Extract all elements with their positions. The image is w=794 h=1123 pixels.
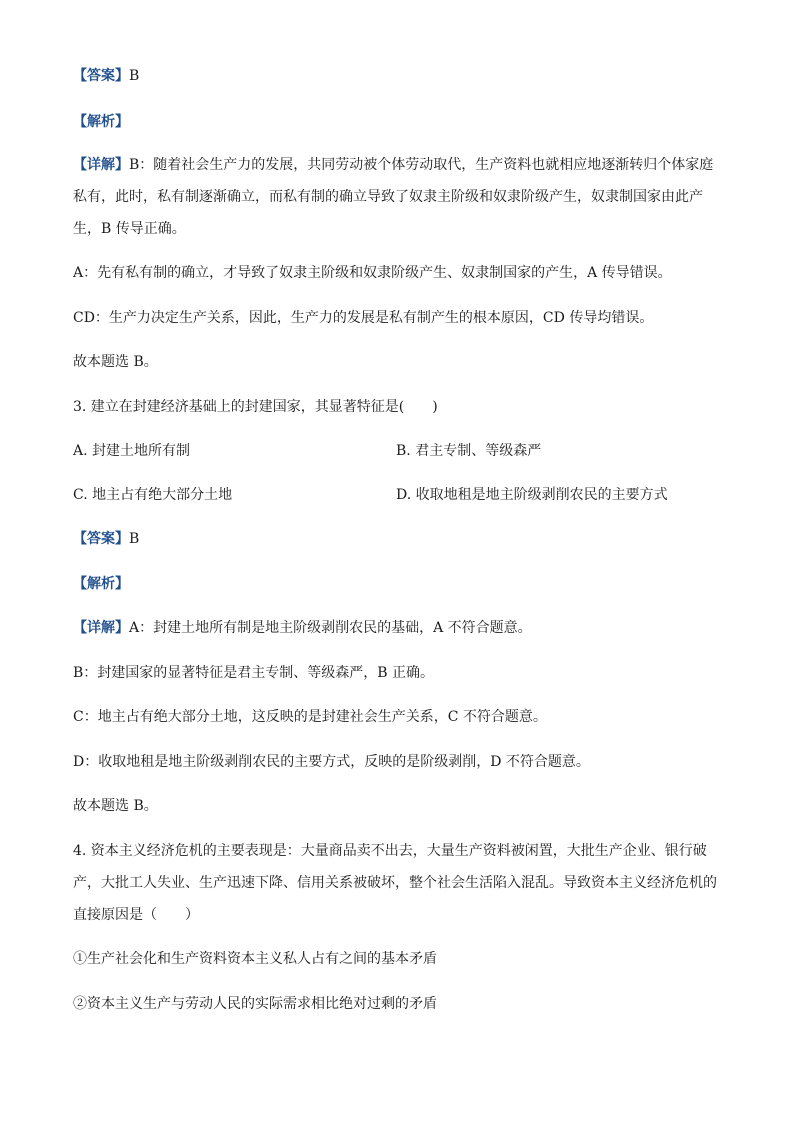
- q3-analysis-heading: [73, 574, 129, 594]
- q3-option-d: D. 收取地租是地主阶级剥削农民的主要方式: [396, 487, 668, 503]
- q3-option-a: A. 封建土地所有制: [73, 443, 191, 459]
- detail-label: 【详解】: [73, 157, 129, 173]
- q2-detail-line-2: 私有，此时，私有制逐渐确立，而私有制的确立导致了奴隶主阶级和奴隶阶级产生，奴隶制国家由此产: [73, 189, 703, 205]
- q3-conclusion: 故本题选 B。: [73, 798, 158, 814]
- q2-conclusion: 故本题选 B。: [73, 354, 158, 370]
- q4-stem-line-2: 产，大批工人失业、生产迅速下降、信用关系被破坏，整个社会生活陷入混乱。导致资本主义经济危机的: [73, 875, 717, 891]
- detail-label: 【详解】: [73, 620, 129, 636]
- q3-detail-a: [73, 618, 532, 638]
- q2-answer: [73, 66, 139, 86]
- q2-analysis-heading: [73, 112, 129, 132]
- answer-label: 【答案】: [73, 68, 129, 84]
- q3-option-c: C. 地主占有绝大部分土地: [73, 487, 233, 503]
- q2-detail-line-3: 生，B 传导正确。: [73, 221, 186, 237]
- q3-option-b: B. 君主专制、等级森严: [396, 443, 542, 459]
- q2-detail-line-1: [73, 155, 713, 175]
- q3-line-c: C：地主占有绝大部分土地，这反映的是封建社会生产关系，C 不符合题意。: [73, 709, 547, 725]
- q3-stem: 3. 建立在封建经济基础上的封建国家，其显著特征是( ): [73, 399, 438, 415]
- analysis-label: 【解析】: [73, 576, 129, 592]
- q3-answer: [73, 529, 139, 549]
- q4-stem-line-3: 直接原因是（ ）: [73, 907, 199, 923]
- q2-line-cd: CD：生产力决定生产关系，因此，生产力的发展是私有制产生的根本原因，CD 传导均错误。: [73, 310, 654, 326]
- answer-label: 【答案】: [73, 531, 129, 547]
- q4-item-1: ①生产社会化和生产资料资本主义私人占有之间的基本矛盾: [73, 951, 437, 967]
- q3-line-b: B：封建国家的显著特征是君主专制、等级森严，B 正确。: [73, 665, 435, 681]
- q4-item-2: ②资本主义生产与劳动人民的实际需求相比绝对过剩的矛盾: [73, 996, 437, 1012]
- q2-line-a: A：先有私有制的确立，才导致了奴隶主阶级和奴隶阶级产生、奴隶制国家的产生，A 传导错误。: [73, 265, 672, 281]
- analysis-label: 【解析】: [73, 114, 129, 130]
- answer-value: B: [129, 68, 140, 84]
- detail-text: A：封建土地所有制是地主阶级剥削农民的基础，A 不符合题意。: [129, 620, 532, 636]
- answer-value: B: [129, 531, 140, 547]
- q3-line-d: D：收取地租是地主阶级剥削农民的主要方式，反映的是阶级剥削，D 不符合题意。: [73, 754, 590, 770]
- q4-stem-line-1: 4. 资本主义经济危机的主要表现是：大量商品卖不出去，大量生产资料被闲置，大批生产企业、银行破: [73, 843, 707, 859]
- detail-text: B：随着社会生产力的发展，共同劳动被个体劳动取代，生产资料也就相应地逐渐转归个体家庭: [129, 157, 714, 173]
